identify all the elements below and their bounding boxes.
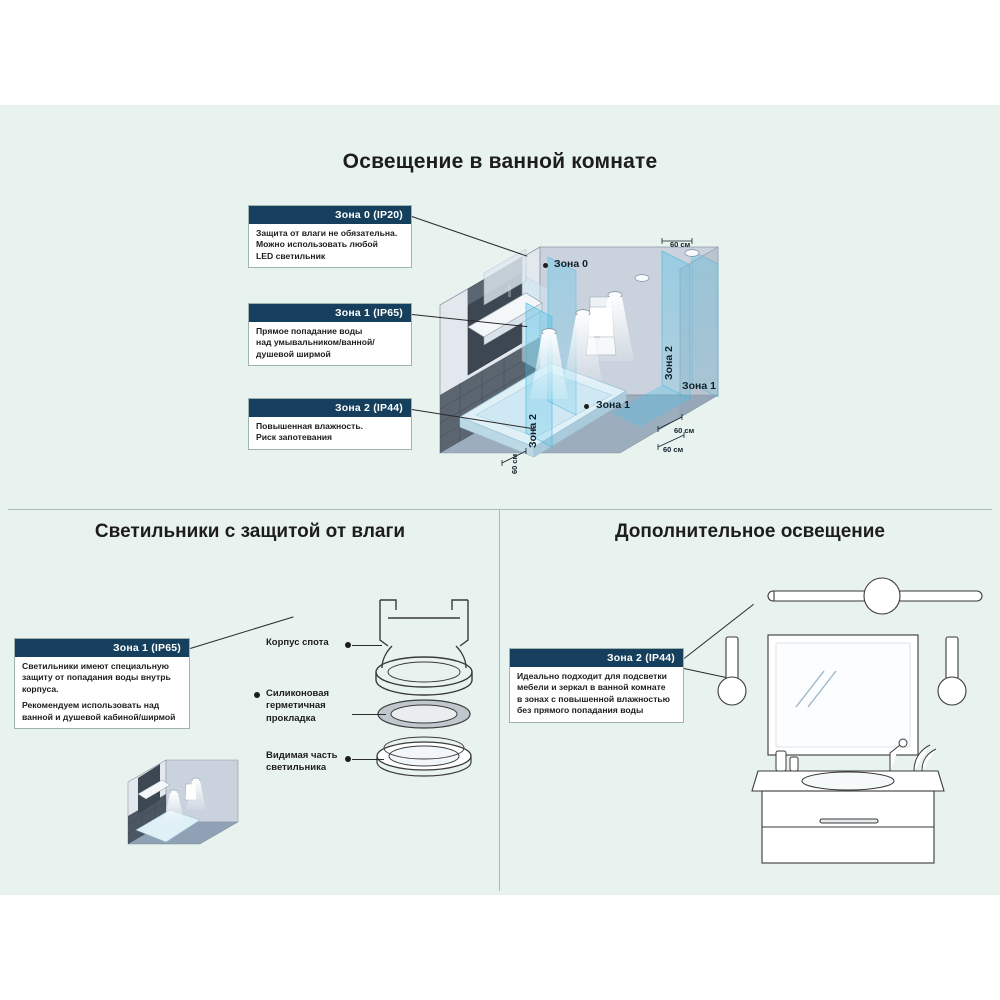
callout-right-zone2-header: Зона 2 (IP44) xyxy=(510,649,683,667)
callout-zone1-body xyxy=(249,322,411,365)
dimension-bottom-right: 60 см xyxy=(663,445,684,454)
dimension-mid-right: 60 см xyxy=(674,426,695,435)
callout-zone1-line-1: Прямое попадание воды xyxy=(256,326,363,336)
callout-right-zone2-line-4: без прямого попадания воды xyxy=(517,705,644,716)
part-label-spot-body xyxy=(266,637,329,649)
callout-right-zone2-body xyxy=(510,667,683,722)
part-dot-spot-body xyxy=(345,642,351,648)
part-label-spot-body-line1: Корпус спота xyxy=(266,637,329,648)
part-label-silicone-line2: герметичная xyxy=(266,700,326,712)
room-label-zone1-right: Зона 1 xyxy=(682,380,716,392)
part-label-silicone-gasket xyxy=(266,688,329,725)
dimension-top-right: 60 см xyxy=(670,240,691,249)
part-label-visible-line2: светильника xyxy=(266,762,327,774)
callout-zone1-line-2: над умывальником/ванной/ xyxy=(256,337,375,348)
callout-zone2-line-1: Повышенная влажность. xyxy=(256,421,364,431)
leader-visible-part xyxy=(352,759,384,760)
right-section-title: Дополнительное освещение xyxy=(615,521,885,542)
room-label-zone1-center-dot xyxy=(584,404,589,409)
callout-zone2-body xyxy=(249,417,411,449)
leader-silicone-gasket xyxy=(352,714,386,715)
callout-zone1[interactable] xyxy=(248,303,412,366)
callout-zone0-body xyxy=(249,224,411,267)
callout-zone0-line-1: Защита от влаги не обязательна. xyxy=(256,228,398,238)
section-divider-horizontal xyxy=(8,509,992,510)
main-room-illustration xyxy=(430,185,750,495)
vanity-illustration xyxy=(700,575,990,875)
callout-zone2-header: Зона 2 (IP44) xyxy=(249,399,411,417)
callout-zone0-line-2: Можно использовать любой xyxy=(256,239,378,250)
callout-zone0[interactable] xyxy=(248,205,412,268)
spotlight-exploded-illustration xyxy=(352,588,512,778)
part-label-silicone-line3: прокладка xyxy=(266,712,316,724)
callout-zone2-line-2: Риск запотевания xyxy=(256,432,333,443)
room-label-zone1-center: Зона 1 xyxy=(596,399,630,411)
callout-right-zone2-line-1: Идеально подходит для подсветки xyxy=(517,671,667,681)
small-room-illustration xyxy=(122,738,252,858)
callout-right-zone2-line-3: в зонах с повышенной влажностью xyxy=(517,693,671,704)
callout-right-zone2-line-2: мебели и зеркал в ванной комнате xyxy=(517,682,666,693)
part-label-silicone-line1: Силиконовая xyxy=(266,688,330,699)
callout-zone1-header: Зона 1 (IP65) xyxy=(249,304,411,322)
callout-zone0-header: Зона 0 (IP20) xyxy=(249,206,411,224)
part-label-visible-line1: Видимая часть xyxy=(266,750,338,761)
callout-zone0-line-3: LED светильник xyxy=(256,250,326,261)
part-dot-silicone-gasket xyxy=(254,692,260,698)
callout-left-zone1-paragraph-1: Светильники имеют специальную защиту от попадания воды внутрь корпуса. xyxy=(22,661,171,694)
room-label-zone2-left: Зона 2 xyxy=(527,414,539,448)
callout-zone2[interactable] xyxy=(248,398,412,450)
part-label-visible-part xyxy=(266,750,338,775)
room-label-zone0-dot xyxy=(543,263,548,268)
callout-left-zone1-paragraph-2: Рекомендуем использовать над ванной и душевой кабиной/ширмой xyxy=(22,700,176,722)
page-title: Освещение в ванной комнате xyxy=(342,150,658,173)
callout-right-zone2[interactable] xyxy=(509,648,684,723)
part-dot-visible-part xyxy=(345,756,351,762)
room-label-zone2-right: Зона 2 xyxy=(663,346,675,380)
room-label-zone0: Зона 0 xyxy=(554,258,588,270)
left-section-title: Светильники с защитой от влаги xyxy=(94,521,406,542)
leader-spot-body xyxy=(352,645,382,646)
callout-left-zone1-header: Зона 1 (IP65) xyxy=(15,639,189,657)
callout-zone1-line-3: душевой ширмой xyxy=(256,348,331,359)
callout-left-zone1[interactable] xyxy=(14,638,190,729)
dimension-left: 60 см xyxy=(510,453,519,474)
callout-left-zone1-body xyxy=(15,657,189,728)
